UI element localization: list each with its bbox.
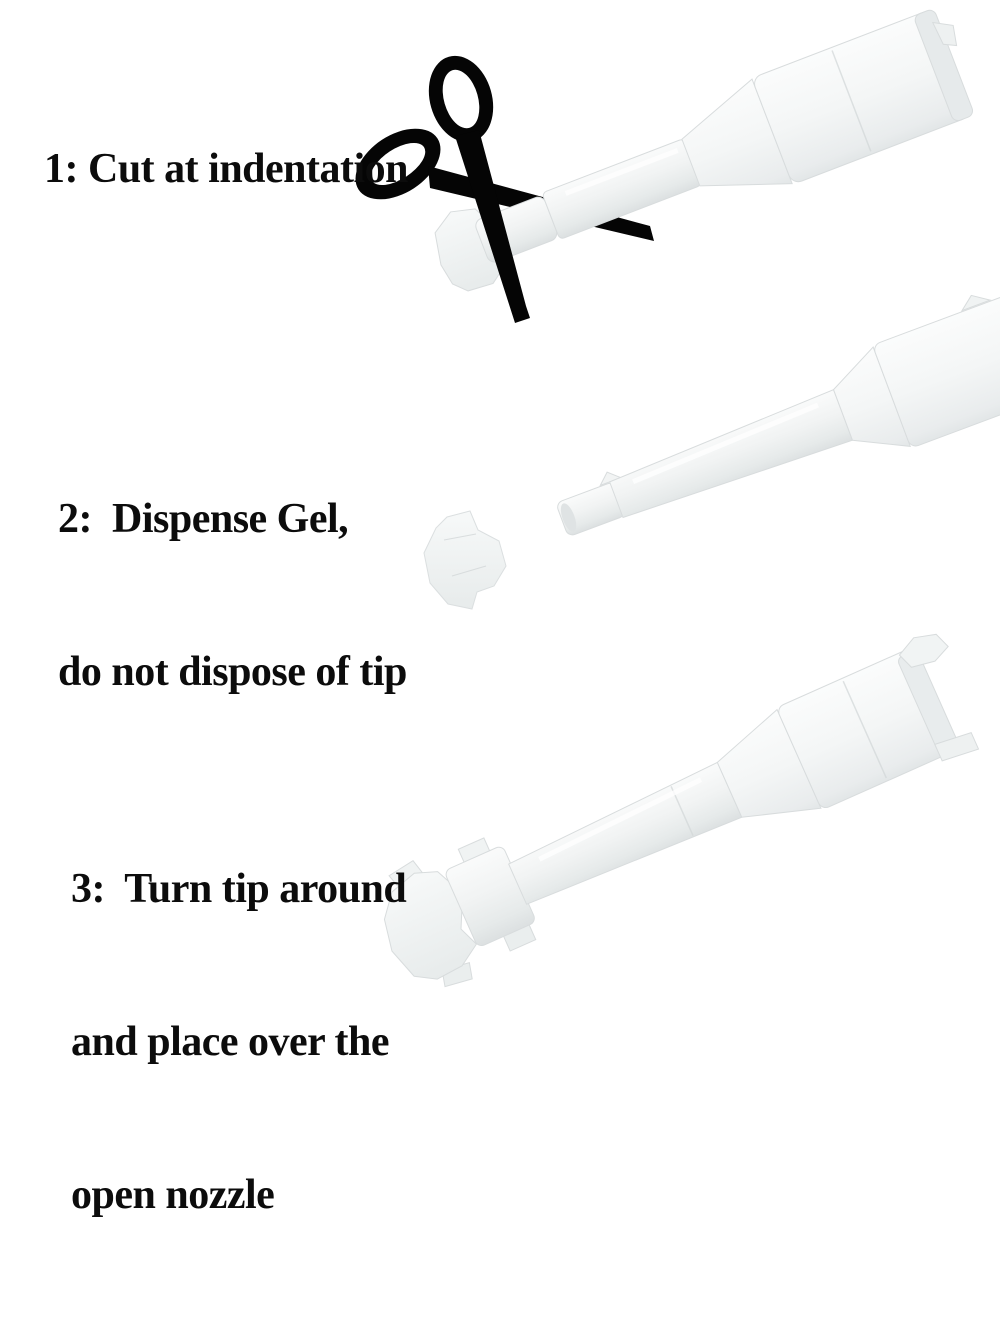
step-2-text-line-2: do not dispose of tip [58,649,407,695]
step2-cut-tip-illustration [424,511,506,609]
step-2-label [58,392,407,800]
nozzle-tube [607,390,853,525]
step-3-text-line-3: open nozzle [71,1172,275,1218]
step-1-label [44,42,408,297]
step2-open-nozzle-illustration [539,267,1000,571]
step-1-text: 1: Cut at indentation [44,146,409,192]
step-3-text-line-1: 3: Turn tip around [71,866,407,912]
step-3-label [71,762,406,1323]
step-2-text-line-1: 2: Dispense Gel, [58,496,349,542]
nozzle-tube [505,762,741,911]
step3-nozzle-with-tip-illustration [362,626,993,1004]
step-3-text-line-2: and place over the [71,1019,390,1065]
